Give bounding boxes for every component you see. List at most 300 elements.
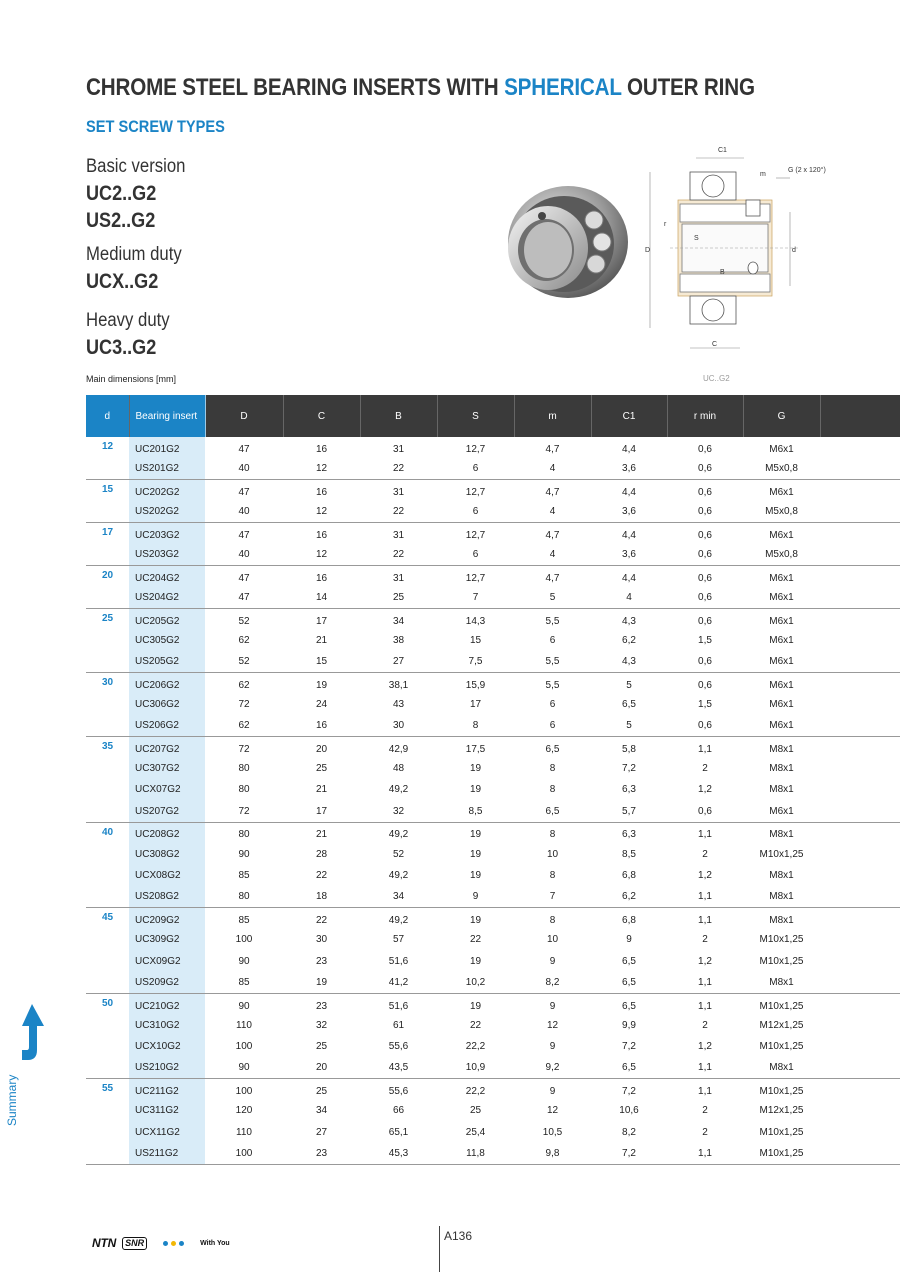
bearing-photo [498,178,630,302]
bearing-insert-cell: UC205G2 [129,608,205,629]
dimension-cell: 1,1 [698,1086,712,1098]
dimension-cell: 57 [392,934,405,946]
dimension-cell: 11,8 [437,1143,514,1164]
dimension-cell: 62 [238,679,250,691]
dimension-cell: 47 [238,444,250,456]
dimension-cell: 7,2 [622,1041,636,1053]
bearing-insert-cell: UCX10G2 [129,1036,205,1057]
bearing-insert-cell: US211G2 [129,1143,205,1164]
dimension-cell: 2 [702,1019,708,1031]
dimension-cell: 61 [392,1019,405,1031]
bearing-insert-cell: UC204G2 [129,565,205,586]
dimension-cell: 38 [392,634,405,646]
dimension-cell: 15 [283,651,360,672]
empty-cell [820,458,900,479]
table-row [86,1122,900,1143]
empty-cell [820,587,900,608]
dimension-cell: 0,6 [667,715,743,736]
dimension-cell: 8,2 [514,972,591,993]
dimension-cell: 6 [549,634,556,646]
bearing-drawing [640,140,840,360]
dimension-cell: 6,8 [622,870,636,881]
dimension-cell: 19 [283,972,360,993]
dimension-cell: 8 [549,870,556,881]
dimension-cell: 1,1 [698,1000,712,1012]
brand-dot [163,1241,168,1246]
dimension-cell: 52 [238,615,250,627]
dimension-cell: 42,9 [388,743,409,755]
dimension-cell: 6 [437,501,514,522]
dimension-cell: 120 [235,1105,253,1117]
dimension-cell: 40 [205,458,283,479]
dimension-cell: 8 [549,829,556,841]
bearing-insert-cell: UCX09G2 [129,950,205,971]
dimension-cell: M12x1,25 [759,1105,804,1117]
dimension-cell: 5,5 [514,651,591,672]
drawing-label-b: B [720,269,725,276]
dimension-cell: 7,2 [591,1143,667,1164]
dimension-cell: 80 [238,784,250,796]
empty-cell [820,1143,900,1164]
dimension-cell: 4 [514,544,591,565]
basic-version-block [86,154,199,234]
brand-dot [171,1241,176,1246]
dimension-cell: 2 [702,1126,708,1138]
bearing-insert-cell: UC203G2 [129,523,205,544]
dimension-cell: 19 [469,763,482,775]
bore-diameter-cell: 55 [86,1079,129,1165]
table-header-row [86,395,900,437]
empty-cell [820,1100,900,1121]
dimension-cell: 8 [549,784,556,796]
dimension-cell: 23 [315,1000,328,1012]
dimension-cell: 0,6 [667,587,743,608]
table-row [86,886,900,907]
table-row [86,758,900,779]
empty-cell [820,480,900,501]
empty-cell [820,1015,900,1036]
dimension-cell: 4,4 [622,487,636,499]
dimension-cell: 9,8 [514,1143,591,1164]
main-dimensions-label: Main dimensions [mm] [86,374,177,384]
dimension-cell: M6x1 [769,487,794,499]
dimension-cell: 19 [469,829,482,841]
dimension-cell: 1,2 [698,784,712,796]
dimension-cell: 6 [437,458,514,479]
dimension-cell: 27 [360,651,437,672]
dimension-cell: 85 [205,972,283,993]
dimension-cell: M5x0,8 [743,544,820,565]
table-row [86,1057,900,1078]
dimension-cell: 4,7 [545,444,560,456]
dimension-cell: 16 [315,530,328,541]
table-row [86,801,900,822]
dimension-cell: 1,2 [698,870,712,881]
header-c: C [283,395,360,437]
dimension-cell: 5 [626,679,632,691]
empty-cell [820,972,900,993]
heavy-duty-code: UC3..G2 [86,336,157,359]
dimension-cell: M6x1 [743,715,820,736]
dimension-cell: 16 [315,487,328,499]
dimension-cell: 4 [514,501,591,522]
dimension-cell: 4,4 [622,530,636,541]
table-row [86,630,900,651]
dimension-cell: M10x1,25 [759,1041,804,1053]
dimension-cell: M8x1 [769,829,794,841]
medium-duty-code: UCX..G2 [86,270,159,293]
dimension-cell: 31 [392,444,405,456]
bore-diameter-cell: 30 [86,672,129,736]
dimension-cell: 0,6 [667,651,743,672]
dimension-cell: 8 [549,915,556,927]
dimension-cell: 6 [437,544,514,565]
dimension-cell: 80 [238,763,250,775]
dimension-cell: 34 [315,1105,328,1117]
dimension-cell: 9 [549,1000,556,1012]
dimension-cell: 24 [315,698,328,710]
empty-cell [820,886,900,907]
dimension-cell: 0,6 [698,572,712,584]
dimension-cell: 21 [315,634,328,646]
dimension-cell: 66 [392,1105,405,1117]
bearing-insert-cell: US204G2 [129,587,205,608]
dimension-cell: 45,3 [360,1143,437,1164]
dimension-cell: 6 [549,698,556,710]
dimension-cell: 62 [238,634,250,646]
dimension-cell: 16 [315,444,328,456]
dimension-cell: 90 [238,1000,250,1012]
dimension-cell: M10x1,25 [759,848,804,860]
dimension-cell: M5x0,8 [743,458,820,479]
dimension-cell: 30 [360,715,437,736]
dimension-cell: 25 [360,587,437,608]
empty-cell [820,908,900,929]
dimension-cell: 6,5 [514,801,591,822]
dimension-cell: 90 [205,1057,283,1078]
drawing-label-s: S [694,235,699,242]
table-row [86,458,900,479]
dimension-cell: 6,5 [591,1057,667,1078]
dimension-cell: 1,2 [698,1041,712,1053]
dimension-cell: 25 [315,1086,328,1098]
dimension-cell: 9 [549,955,556,967]
empty-cell [820,822,900,843]
table-row [86,501,900,522]
dimension-cell: 80 [205,886,283,907]
dimension-cell: 9 [549,1086,556,1098]
dimension-cell: 72 [205,801,283,822]
bore-diameter-cell: 40 [86,822,129,908]
dimension-cell: M12x1,25 [759,1019,804,1031]
dimension-cell: M10x1,25 [759,1126,804,1138]
dimension-cell: 3,6 [591,458,667,479]
dimension-cell: 100 [235,1086,253,1098]
bore-diameter-cell: 35 [86,736,129,822]
dimension-cell: 5 [591,715,667,736]
basic-code-uc: UC2..G2 [86,182,157,205]
dimension-cell: 22 [360,544,437,565]
dimension-cell: M8x1 [743,1057,820,1078]
table-row [86,822,900,843]
dimension-cell: 12 [546,1019,559,1031]
dimension-cell: 1,1 [667,1143,743,1164]
dimension-cell: M8x1 [769,784,794,796]
dimension-cell: 9 [626,934,632,946]
footer-divider [439,1226,440,1272]
dimension-cell: M6x1 [769,698,794,710]
bearing-insert-cell: UC309G2 [129,929,205,950]
dimension-cell: 43 [392,698,405,710]
dimension-cell: M10x1,25 [759,934,804,946]
dimension-cell: 47 [205,587,283,608]
header-bearing-insert: Bearing insert [129,395,205,437]
summary-tab-label[interactable]: Summary [5,1074,19,1126]
table-row [86,608,900,629]
header-outer-diameter: D [205,395,283,437]
table-row [86,972,900,993]
bearing-insert-cell: UC206G2 [129,672,205,693]
dimension-cell: 5,5 [545,679,560,691]
dimension-cell: 43,5 [360,1057,437,1078]
dimension-cell: M8x1 [769,915,794,927]
dimension-cell: 6,3 [622,829,636,841]
dimension-cell: 25 [315,763,328,775]
dimension-cell: 32 [360,801,437,822]
dimension-cell: 90 [238,848,250,860]
medium-duty-block [86,242,195,295]
drawing-label-d-outer: D [645,247,651,254]
table-row [86,1143,900,1164]
dimension-cell: 2 [702,848,708,860]
dimension-cell: 0,6 [667,458,743,479]
dimension-cell: 12 [283,458,360,479]
table-row [86,865,900,886]
bore-diameter-cell: 15 [86,480,129,523]
dimension-cell: 1,2 [698,955,712,967]
dimension-cell: 19 [469,955,482,967]
dimension-cell: 1,1 [667,886,743,907]
dimension-cell: 85 [238,870,250,881]
dimension-cell: 8,5 [437,801,514,822]
dimension-cell: 20 [283,1057,360,1078]
dimension-cell: 9,9 [622,1019,636,1031]
dimension-cell: 23 [315,955,328,967]
dimension-cell: 0,6 [667,544,743,565]
header-r-min: r min [667,395,743,437]
bore-diameter-cell: 50 [86,993,129,1079]
dimension-cell: 10 [546,848,559,860]
dimension-cell: 4,3 [622,615,636,627]
dimension-cell: M10x1,25 [743,1143,820,1164]
dimension-cell: 25 [315,1041,328,1053]
dimension-cell: 3,6 [591,544,667,565]
dimension-cell: 40 [205,544,283,565]
dimension-cell: 14 [283,587,360,608]
dimension-cell: 6,2 [591,886,667,907]
dimension-cell: 6,5 [545,743,560,755]
table-row [86,523,900,544]
dimension-cell: 4,7 [545,487,560,499]
bore-diameter-cell: 25 [86,608,129,672]
dimension-cell: 10,6 [619,1105,639,1117]
dimension-cell: M6x1 [769,679,794,691]
table-row [86,736,900,757]
table-row [86,1079,900,1100]
dimension-cell: 17 [315,615,328,627]
empty-cell [820,736,900,757]
dimension-cell: 22 [315,915,328,927]
medium-duty-label: Medium duty [86,244,182,265]
bearing-insert-cell: UC208G2 [129,822,205,843]
empty-cell [820,672,900,693]
dimension-cell: 0,6 [698,530,712,541]
dimension-cell: 2 [702,763,708,775]
dimension-cell: 6,2 [622,634,636,646]
dimension-cell: 49,2 [388,915,409,927]
dimension-cell: 14,3 [465,615,486,627]
dimension-cell: 1,5 [698,634,712,646]
drawing-label-d-inner: d [792,247,796,254]
bearing-insert-cell: UC306G2 [129,694,205,715]
bearing-insert-cell: US210G2 [129,1057,205,1078]
dimension-cell: 22 [360,458,437,479]
bore-diameter-cell: 12 [86,437,129,480]
dimension-cell: M6x1 [743,651,820,672]
heavy-duty-label: Heavy duty [86,310,170,331]
dimension-cell: 15,9 [465,679,486,691]
empty-cell [820,1079,900,1100]
dimension-cell: 49,2 [388,784,409,796]
dimension-cell: 3,6 [591,501,667,522]
bearing-insert-cell: UCX11G2 [129,1122,205,1143]
brand-dots-icon [163,1241,184,1246]
dimension-cell: 12,7 [465,572,486,584]
table-row [86,950,900,971]
dimension-cell: 31 [392,530,405,541]
dimension-cell: 10,9 [437,1057,514,1078]
dimension-cell: 19 [469,848,482,860]
basic-code-us: US2..G2 [86,209,156,232]
header-empty [820,395,900,437]
footer-brand [92,1236,230,1250]
bearing-insert-cell: UC209G2 [129,908,205,929]
dimension-cell: 8 [437,715,514,736]
dimension-cell: 6,3 [622,784,636,796]
table-row [86,1015,900,1036]
table-row [86,437,900,458]
dimension-cell: 8,5 [622,848,636,860]
bearing-insert-cell: UC210G2 [129,993,205,1014]
bearing-insert-cell: US203G2 [129,544,205,565]
dimension-cell: 34 [392,615,405,627]
dimension-cell: M5x0,8 [743,501,820,522]
drawing-label-g: G (2 x 120°) [788,167,826,174]
dimension-cell: 0,6 [698,487,712,499]
dimension-cell: 21 [315,829,328,841]
empty-cell [820,694,900,715]
dimension-cell: 27 [315,1126,328,1138]
dimension-cell: 6 [514,715,591,736]
header-g: G [743,395,820,437]
dimension-cell: 12,7 [465,530,486,541]
dimension-cell: 72 [238,743,250,755]
dimension-cell: 17,5 [465,743,486,755]
dimension-cell: 38,1 [388,679,409,691]
dimension-cell: 10,2 [437,972,514,993]
dimension-cell: 18 [283,886,360,907]
table-row [86,480,900,501]
dimension-cell: 23 [283,1143,360,1164]
dimension-cell: 110 [236,1126,252,1138]
empty-cell [820,758,900,779]
empty-cell [820,565,900,586]
empty-cell [820,501,900,522]
empty-cell [820,608,900,629]
dimension-cell: 85 [238,915,250,927]
dimension-cell: 52 [205,651,283,672]
dimension-cell: 9,2 [514,1057,591,1078]
dimension-cell: 0,6 [698,444,712,456]
dimension-cell: 10,5 [542,1126,563,1138]
bearing-insert-cell: US206G2 [129,715,205,736]
dimension-cell: 31 [392,487,405,499]
empty-cell [820,1036,900,1057]
dimension-cell: 51,6 [388,955,409,967]
bore-diameter-cell: 45 [86,908,129,994]
bearing-insert-cell: US201G2 [129,458,205,479]
dimension-cell: 5,5 [545,615,560,627]
dimension-cell: 41,2 [360,972,437,993]
dimension-cell: 22,2 [465,1041,486,1053]
empty-cell [820,715,900,736]
header-c1: C1 [591,395,667,437]
dimension-cell: 2 [702,934,708,946]
drawing-label-m: m [760,171,766,178]
dimension-cell: 7,2 [622,763,636,775]
dimension-cell: 21 [315,784,328,796]
drawing-label-c: C [712,341,718,348]
table-row [86,1100,900,1121]
empty-cell [820,929,900,950]
dimension-cell: M8x1 [743,886,820,907]
snr-logo: SNR [122,1237,147,1250]
dimension-cell: 40 [205,501,283,522]
dimension-cell: M8x1 [769,743,794,755]
drawing-label-r: r [664,221,667,228]
brand-dot [179,1241,184,1246]
bearing-insert-cell: US207G2 [129,801,205,822]
dimension-cell: M6x1 [743,587,820,608]
dimension-cell: 6,8 [622,915,636,927]
dimension-cell: M8x1 [769,870,794,881]
bearing-insert-cell: US208G2 [129,886,205,907]
bearing-insert-cell: UC311G2 [129,1100,205,1121]
table-row [86,672,900,693]
dimension-cell: 4 [514,458,591,479]
dimension-cell: 1,5 [698,698,712,710]
dimension-cell: 47 [238,487,250,499]
dimension-cell: 8,2 [622,1126,636,1138]
dimension-cell: M6x1 [769,530,794,541]
dimension-cell: M6x1 [769,634,794,646]
empty-cell [820,801,900,822]
bore-diameter-cell: 17 [86,523,129,566]
dimension-cell: 52 [392,848,405,860]
table-row [86,565,900,586]
empty-cell [820,865,900,886]
page-number: A136 [444,1229,473,1243]
